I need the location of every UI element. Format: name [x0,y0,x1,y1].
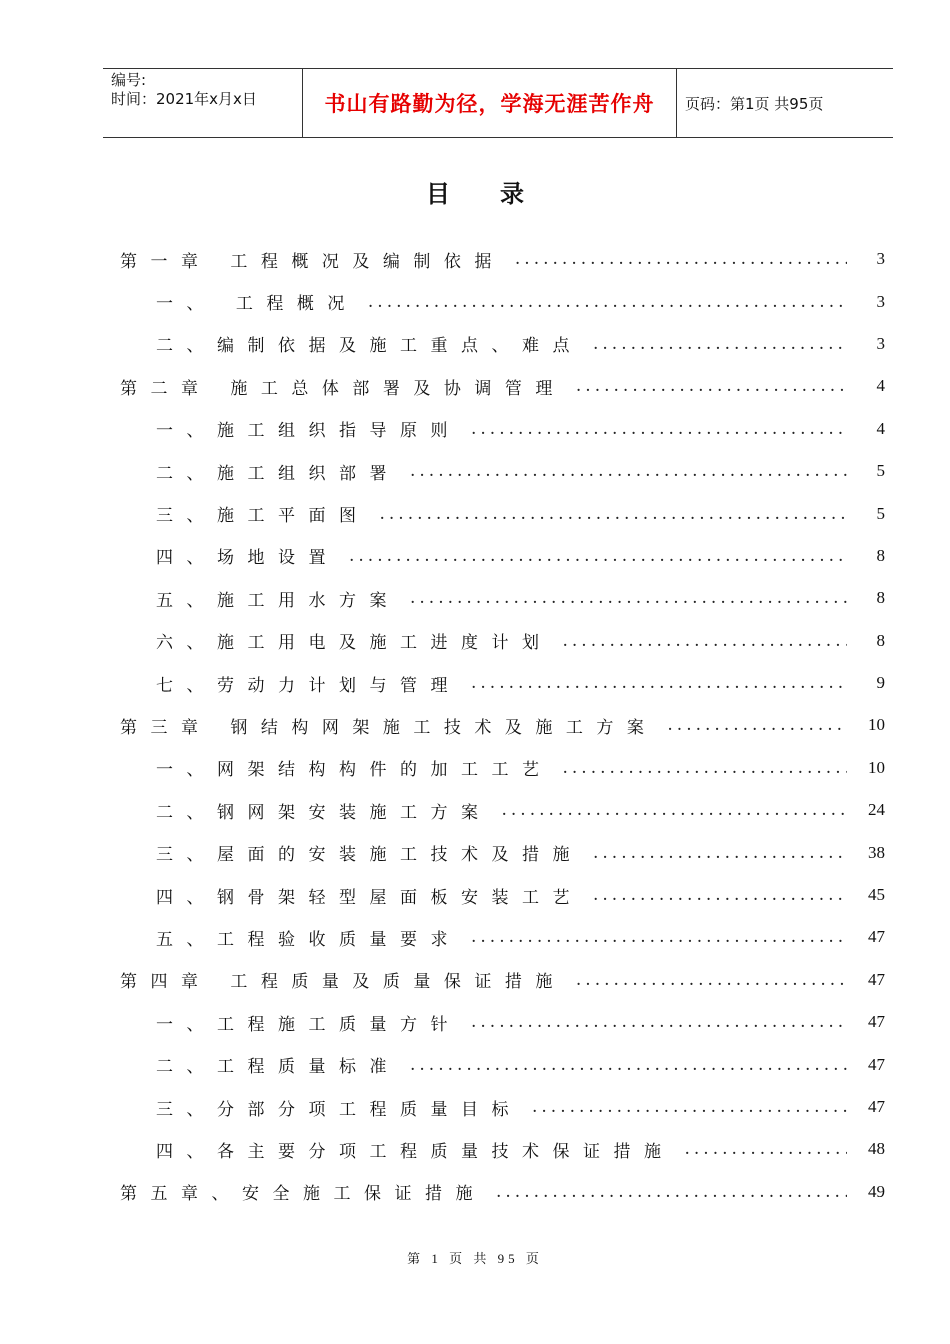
toc-entry-page: 38 [868,842,885,862]
toc-entry[interactable] [120,874,885,916]
page-footer: 第 1 页 共 95 页 [407,1251,543,1266]
toc-entry[interactable] [120,789,885,831]
toc-entry-label: 一、施工组织指导原则 [156,421,461,442]
toc-entry-page: 5 [876,461,885,481]
toc-entry-label: 第二章 施工总体部署及协调管理 [120,378,566,399]
toc-leader-dots [471,927,847,947]
toc-entry[interactable] [120,1001,885,1043]
toc-entry-label: 二、施工组织部署 [156,463,400,484]
toc-entry-label: 第一章 工程概况及编制依据 [120,251,505,272]
toc-entry-label: 五、施工用水方案 [156,590,400,611]
toc-leader-dots [380,504,848,524]
toc-entry[interactable] [120,492,885,534]
toc-entry-page: 3 [876,333,885,353]
toc-entry[interactable] [120,916,885,958]
serial-label: 编号: [111,71,147,89]
toc-leader-dots [576,376,847,396]
toc-leader-dots [410,588,847,608]
toc-leader-dots [576,970,847,990]
toc-leader-dots [593,334,847,354]
toc-entry-label: 二、工程质量标准 [156,1057,400,1078]
toc-leader-dots [410,461,847,481]
toc-entry-page: 47 [868,927,885,947]
toc-entry-label: 四、场地设置 [156,548,339,569]
toc-entry-label: 七、劳动力计划与管理 [156,675,461,696]
toc-leader-dots [593,885,847,905]
toc-entry-label: 三、屋面的安装施工技术及措施 [156,845,583,866]
toc-entry-page: 5 [876,503,885,523]
toc-entry-label: 第三章 钢结构网架施工技术及施工方案 [120,717,658,738]
toc-leader-dots [410,1055,847,1075]
toc-entry-page: 45 [868,885,885,905]
toc-entry-page: 8 [876,630,885,650]
toc-entry[interactable] [120,831,885,873]
toc-entry[interactable] [120,323,885,365]
toc-leader-dots [349,546,847,566]
toc-leader-dots [593,843,847,863]
toc-leader-dots [563,758,848,778]
toc-entry-label: 二、编制依据及施工重点、难点 [156,336,583,357]
toc-entry-label: 四、钢骨架轻型屋面板安装工艺 [156,887,583,908]
toc-entry-label: 六、施工用电及施工进度计划 [156,633,553,654]
toc-entry-page: 47 [868,969,885,989]
toc-entry[interactable] [120,577,885,619]
toc-entry[interactable] [120,1086,885,1128]
toc-entry-page: 49 [868,1181,885,1201]
toc-entry-label: 三、分部分项工程质量目标 [156,1099,522,1120]
toc-entry-page: 4 [876,376,885,396]
toc-entry[interactable] [120,662,885,704]
toc-entry[interactable] [120,365,885,407]
toc-leader-dots [563,631,848,651]
toc-entry-label: 四、各主要分项工程质量技术保证措施 [156,1141,675,1162]
toc-entry[interactable] [120,450,885,492]
toc-entry-page: 3 [876,249,885,269]
toc-entry-page: 9 [876,673,885,693]
toc-entry-page: 10 [868,757,885,777]
toc-entry[interactable] [120,1128,885,1170]
table-of-contents [120,238,885,1213]
toc-entry-label: 二、钢网架安装施工方案 [156,802,492,823]
toc-entry-label: 第四章 工程质量及质量保证措施 [120,972,566,993]
toc-entry-page: 47 [868,1054,885,1074]
header-page-info: 页码：第1页 共95页 [685,94,824,113]
toc-leader-dots [515,249,847,269]
toc-entry-page: 10 [868,715,885,735]
toc-entry-page: 8 [876,545,885,565]
toc-entry-page: 8 [876,588,885,608]
header-motto: 书山有路勤为径，学海无涯苦作舟 [303,69,677,137]
toc-entry-page: 24 [868,800,885,820]
time-label: 时间：2021年x月x日 [111,90,257,108]
toc-entry-page: 4 [876,418,885,438]
toc-entry[interactable] [120,238,885,280]
toc-leader-dots [532,1097,847,1117]
toc-entry-label: 一、 工程概况 [156,294,358,315]
toc-leader-dots [471,1012,847,1032]
toc-entry[interactable] [120,1043,885,1085]
page-title: 目录 [426,180,574,208]
toc-leader-dots [471,673,847,693]
toc-leader-dots [496,1182,847,1202]
toc-entry[interactable] [120,1171,885,1213]
header-meta [103,69,303,137]
toc-entry[interactable] [120,535,885,577]
toc-entry[interactable] [120,408,885,450]
toc-leader-dots [368,292,847,312]
toc-entry[interactable] [120,704,885,746]
toc-entry-label: 一、工程施工质量方针 [156,1014,461,1035]
toc-entry-label: 一、网架结构构件的加工工艺 [156,760,553,781]
toc-leader-dots [471,419,847,439]
toc-entry-label: 三、施工平面图 [156,506,370,527]
toc-entry-page: 47 [868,1012,885,1032]
toc-entry-label: 五、工程验收质量要求 [156,929,461,950]
toc-leader-dots [667,715,847,735]
toc-entry[interactable] [120,959,885,1001]
toc-entry-page: 3 [876,291,885,311]
toc-entry[interactable] [120,747,885,789]
toc-entry-label: 第五章、安全施工保证措施 [120,1184,486,1205]
toc-entry[interactable] [120,620,885,662]
toc-leader-dots [502,800,848,820]
toc-entry-page: 47 [868,1097,885,1116]
toc-entry[interactable] [120,280,885,322]
toc-entry-page: 48 [868,1139,885,1159]
toc-leader-dots [685,1139,848,1159]
page-header [103,68,893,138]
